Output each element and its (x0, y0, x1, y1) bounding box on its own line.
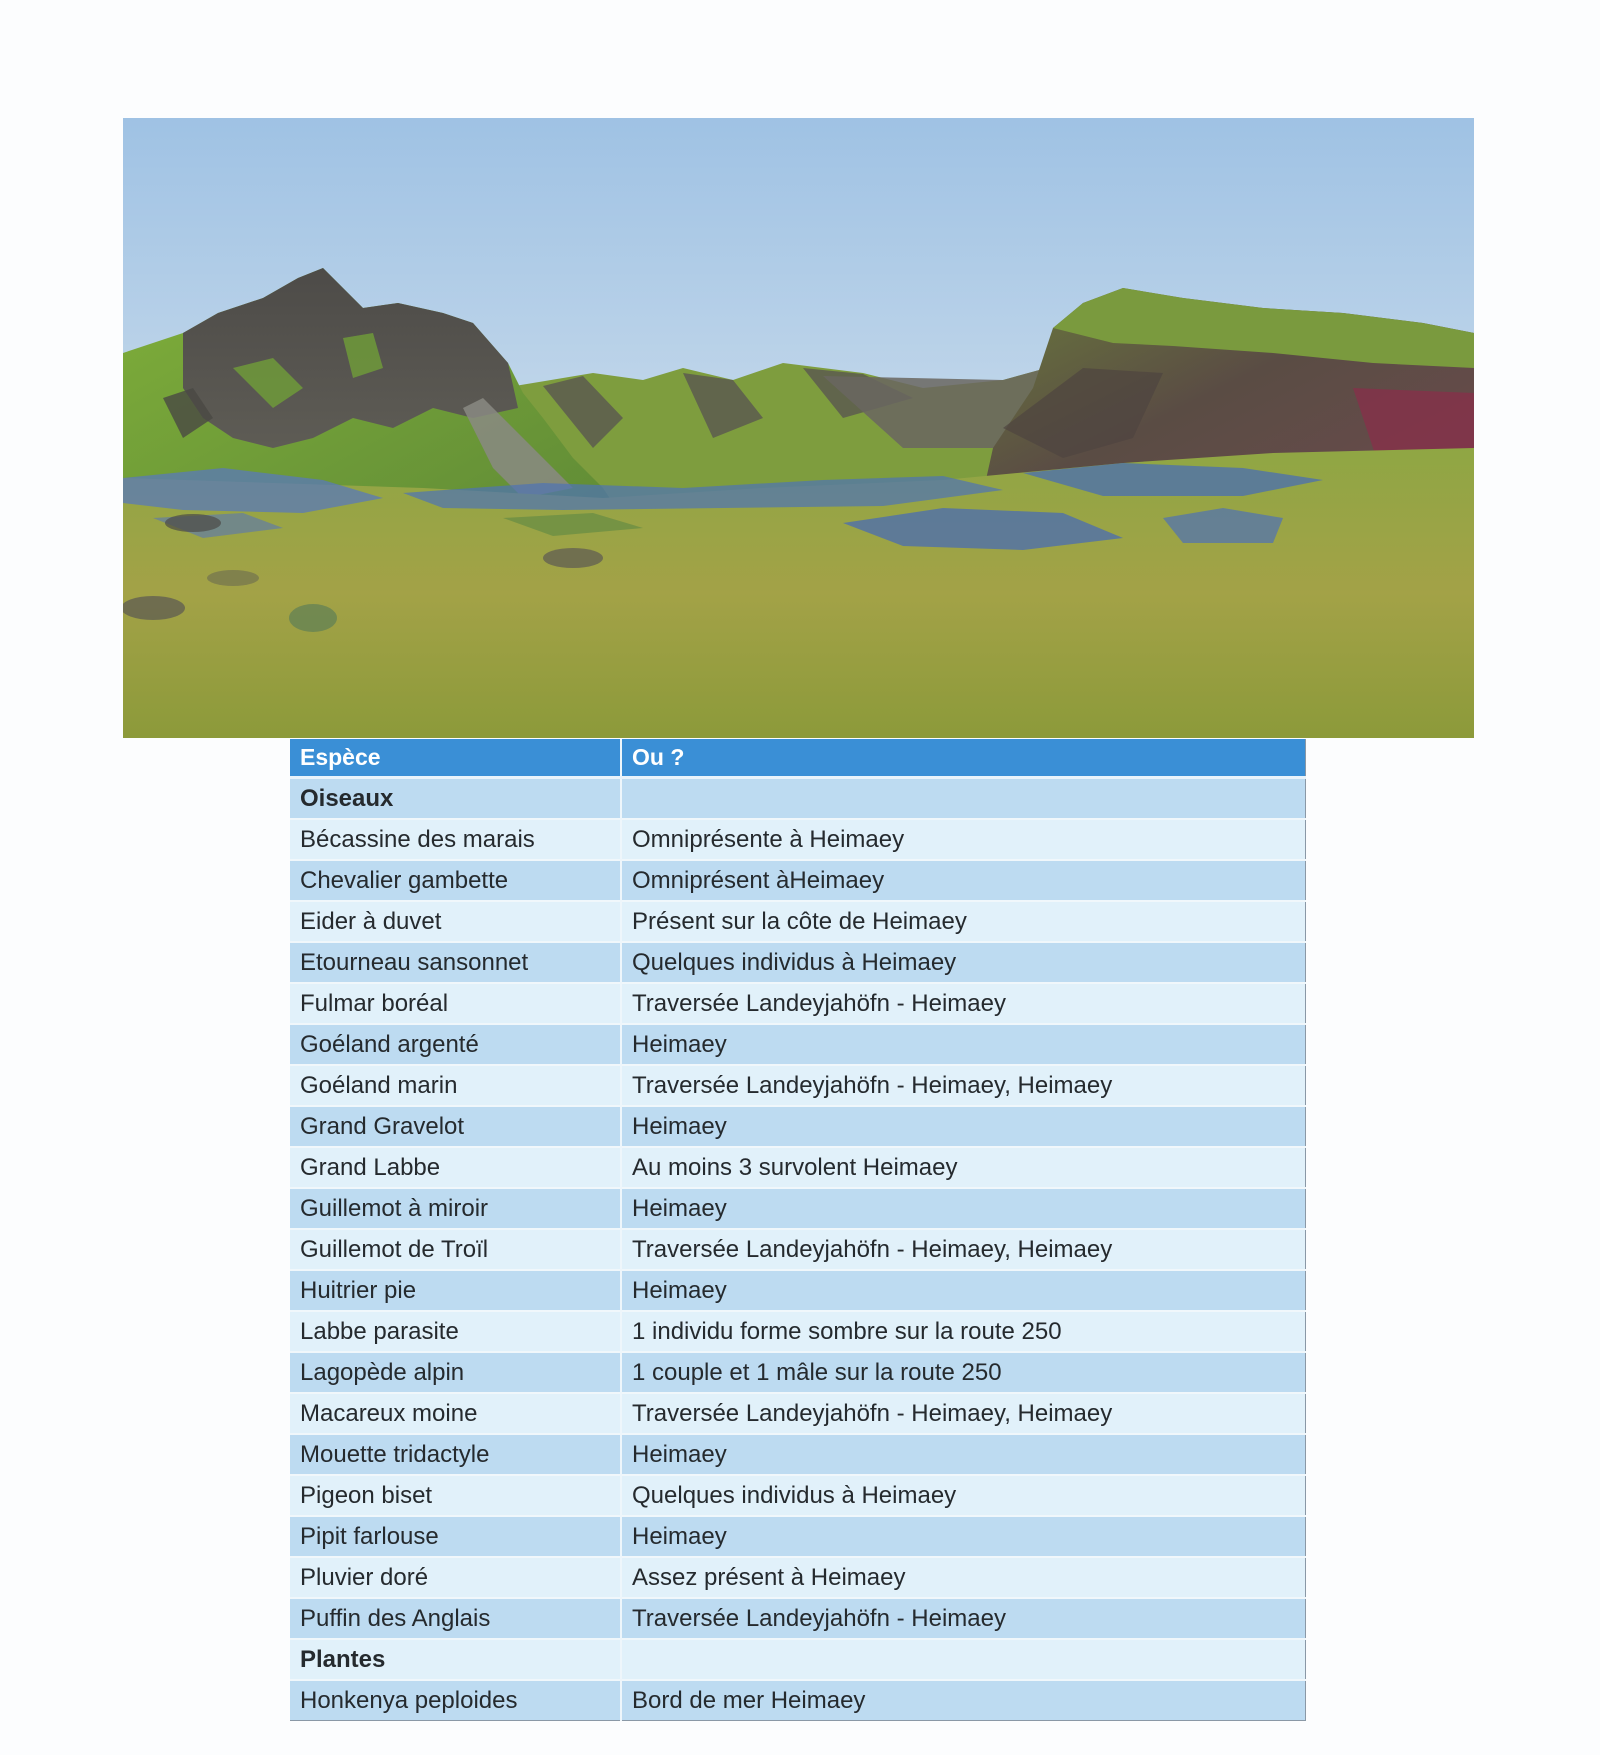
location-cell: Heimaey (621, 1024, 1305, 1065)
location-cell: Assez présent à Heimaey (621, 1557, 1305, 1598)
location-cell: Traversée Landeyjahöfn - Heimaey (621, 983, 1305, 1024)
table-row (290, 1024, 1305, 1065)
location-cell (621, 1639, 1305, 1680)
species-name: Lagopède alpin (290, 1352, 621, 1393)
location-cell: Au moins 3 survolent Heimaey (621, 1147, 1305, 1188)
species-name: Macareux moine (290, 1393, 621, 1434)
table-row (290, 942, 1305, 983)
location-cell: Heimaey (621, 1106, 1305, 1147)
species-name: Etourneau sansonnet (290, 942, 621, 983)
species-table (290, 739, 1306, 1721)
table-header-row (290, 739, 1305, 778)
table-row (290, 1147, 1305, 1188)
category-row (290, 1639, 1305, 1680)
species-name: Eider à duvet (290, 901, 621, 942)
species-name: Goéland argenté (290, 1024, 621, 1065)
species-name: Goéland marin (290, 1065, 621, 1106)
column-header-where: Ou ? (621, 739, 1305, 778)
species-name: Pigeon biset (290, 1475, 621, 1516)
location-cell: Quelques individus à Heimaey (621, 1475, 1305, 1516)
category-row (290, 778, 1305, 820)
table-row (290, 1598, 1305, 1639)
species-name: Pipit farlouse (290, 1516, 621, 1557)
species-name: Mouette tridactyle (290, 1434, 621, 1475)
table-row (290, 1393, 1305, 1434)
location-cell: 1 couple et 1 mâle sur la route 250 (621, 1352, 1305, 1393)
table-row (290, 860, 1305, 901)
location-cell: Omniprésent àHeimaey (621, 860, 1305, 901)
species-name: Grand Labbe (290, 1147, 621, 1188)
landscape-illustration (123, 118, 1474, 738)
species-name: Pluvier doré (290, 1557, 621, 1598)
location-cell: Quelques individus à Heimaey (621, 942, 1305, 983)
location-cell: Heimaey (621, 1434, 1305, 1475)
table-body (290, 778, 1305, 1721)
table-row (290, 1434, 1305, 1475)
table-row (290, 983, 1305, 1024)
table-row (290, 901, 1305, 942)
table-row (290, 1229, 1305, 1270)
location-cell (621, 778, 1305, 820)
location-cell: Heimaey (621, 1270, 1305, 1311)
location-cell: 1 individu forme sombre sur la route 250 (621, 1311, 1305, 1352)
species-name: Chevalier gambette (290, 860, 621, 901)
location-cell: Bord de mer Heimaey (621, 1680, 1305, 1721)
species-name: Huitrier pie (290, 1270, 621, 1311)
table-row (290, 1352, 1305, 1393)
column-header-species: Espèce (290, 739, 621, 778)
table-row (290, 1065, 1305, 1106)
table-row (290, 819, 1305, 860)
table-row (290, 1475, 1305, 1516)
table-row (290, 1311, 1305, 1352)
location-cell: Heimaey (621, 1516, 1305, 1557)
table-row (290, 1680, 1305, 1721)
location-cell: Traversée Landeyjahöfn - Heimaey (621, 1598, 1305, 1639)
species-name: Guillemot de Troïl (290, 1229, 621, 1270)
table-row (290, 1557, 1305, 1598)
category-label: Plantes (290, 1639, 621, 1680)
table-row (290, 1270, 1305, 1311)
species-name: Fulmar boréal (290, 983, 621, 1024)
table-row (290, 1188, 1305, 1229)
location-cell: Traversée Landeyjahöfn - Heimaey, Heimaey (621, 1065, 1305, 1106)
location-cell: Omniprésente à Heimaey (621, 819, 1305, 860)
species-name: Guillemot à miroir (290, 1188, 621, 1229)
table-row (290, 1106, 1305, 1147)
category-label: Oiseaux (290, 778, 621, 820)
species-name: Honkenya peploides (290, 1680, 621, 1721)
location-cell: Présent sur la côte de Heimaey (621, 901, 1305, 942)
location-cell: Traversée Landeyjahöfn - Heimaey, Heimaey (621, 1393, 1305, 1434)
location-cell: Traversée Landeyjahöfn - Heimaey, Heimaey (621, 1229, 1305, 1270)
species-name: Grand Gravelot (290, 1106, 621, 1147)
table-row (290, 1516, 1305, 1557)
landscape-photo (123, 118, 1474, 738)
location-cell: Heimaey (621, 1188, 1305, 1229)
species-name: Labbe parasite (290, 1311, 621, 1352)
species-name: Puffin des Anglais (290, 1598, 621, 1639)
species-name: Bécassine des marais (290, 819, 621, 860)
